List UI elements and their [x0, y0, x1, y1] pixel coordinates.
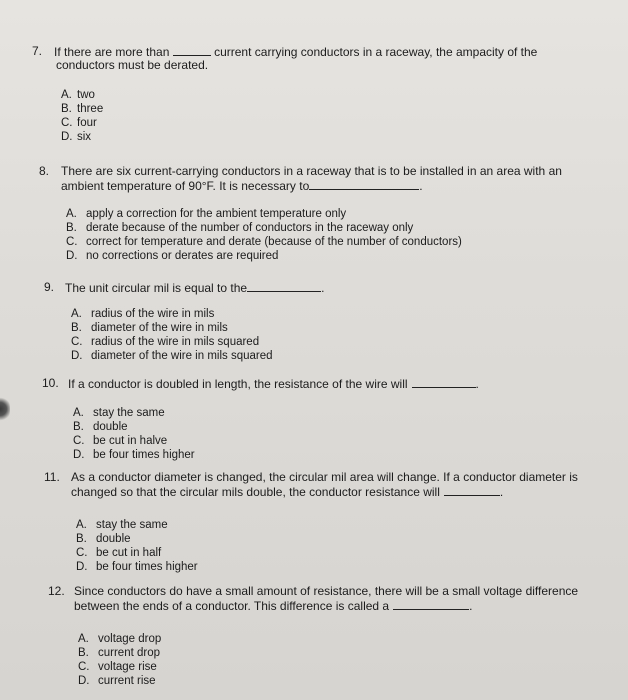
question-end: . [321, 281, 325, 295]
option-a[interactable]: A. stay the same [73, 407, 165, 419]
question-number: 8. [39, 164, 50, 178]
question-text: current carrying conductors in a raceway, the ampacity of the [214, 45, 538, 59]
question-end: . [469, 599, 473, 613]
question-text: The unit circular mil is equal to the [65, 281, 248, 295]
option-b[interactable]: B. three [61, 103, 104, 115]
option-d[interactable]: D. six [61, 131, 92, 143]
option-b[interactable]: B. current drop [78, 647, 161, 659]
question-number: 7. [32, 44, 43, 58]
option-c[interactable]: C. four [61, 117, 97, 129]
question-7 [32, 44, 592, 72]
question-12 [48, 584, 618, 612]
option-d[interactable]: D. be four times higher [76, 561, 198, 573]
question-9 [44, 280, 604, 294]
question-10 [42, 376, 602, 390]
answer-blank[interactable] [412, 376, 476, 388]
question-text: As a conductor diameter is changed, the circular mil area will change. If a conductor diameter is [71, 470, 578, 484]
question-number: 10. [42, 376, 59, 390]
answer-options [61, 88, 103, 144]
answer-options [71, 307, 273, 363]
option-a[interactable]: A. two [61, 89, 95, 101]
answer-blank[interactable] [247, 280, 321, 292]
question-number: 9. [44, 280, 55, 294]
question-text: There are six current-carrying conductors in a raceway that is to be installed in an area with an [61, 164, 562, 178]
option-b[interactable]: B. double [73, 421, 128, 433]
option-a[interactable]: A. radius of the wire in mils [71, 308, 215, 320]
question-text: If there are more than [54, 45, 170, 59]
answer-options [78, 632, 161, 688]
answer-options [66, 207, 462, 263]
answer-blank[interactable] [393, 598, 469, 610]
option-d[interactable]: D. diameter of the wire in mils squared [71, 350, 273, 362]
question-text: ambient temperature of 90°F. It is necessary to [61, 179, 310, 193]
option-c[interactable]: C. correct for temperature and derate (because of the number of conductors) [66, 236, 462, 248]
question-text: Since conductors do have a small amount of resistance, there will be a small voltage difference [74, 584, 579, 598]
option-d[interactable]: D. no corrections or derates are required [66, 250, 279, 262]
option-d[interactable]: D. current rise [78, 675, 156, 687]
question-number: 12. [48, 584, 65, 598]
option-a[interactable]: A. stay the same [76, 519, 168, 531]
question-text: changed so that the circular mils double, the conductor resistance will [71, 485, 440, 499]
option-c[interactable]: C. be cut in halve [73, 435, 168, 447]
question-end: . [419, 179, 423, 193]
question-text: between the ends of a conductor. This difference is called a [74, 599, 390, 613]
option-c[interactable]: C. radius of the wire in mils squared [71, 336, 260, 348]
option-b[interactable]: B. diameter of the wire in mils [71, 322, 228, 334]
answer-options [76, 518, 198, 574]
answer-blank[interactable] [444, 484, 500, 496]
answer-blank[interactable] [173, 44, 211, 56]
question-end: . [475, 377, 479, 391]
answer-blank[interactable] [309, 178, 419, 190]
option-c[interactable]: C. be cut in half [76, 547, 162, 559]
option-a[interactable]: A. apply a correction for the ambient temperature only [66, 208, 347, 220]
option-a[interactable]: A. voltage drop [78, 633, 162, 645]
option-c[interactable]: C. voltage rise [78, 661, 157, 673]
page-edge-shadow [0, 396, 10, 422]
option-b[interactable]: B. derate because of the number of conductors in the raceway only [66, 222, 414, 234]
option-d[interactable]: D. be four times higher [73, 449, 195, 461]
question-8 [39, 164, 599, 192]
answer-options [73, 406, 195, 462]
question-11 [44, 470, 614, 498]
question-text: conductors must be derated. [56, 58, 209, 72]
question-number: 11. [44, 470, 60, 484]
question-text: If a conductor is doubled in length, the resistance of the wire will [68, 377, 408, 391]
question-end: . [499, 485, 504, 499]
option-b[interactable]: B. double [76, 533, 131, 545]
